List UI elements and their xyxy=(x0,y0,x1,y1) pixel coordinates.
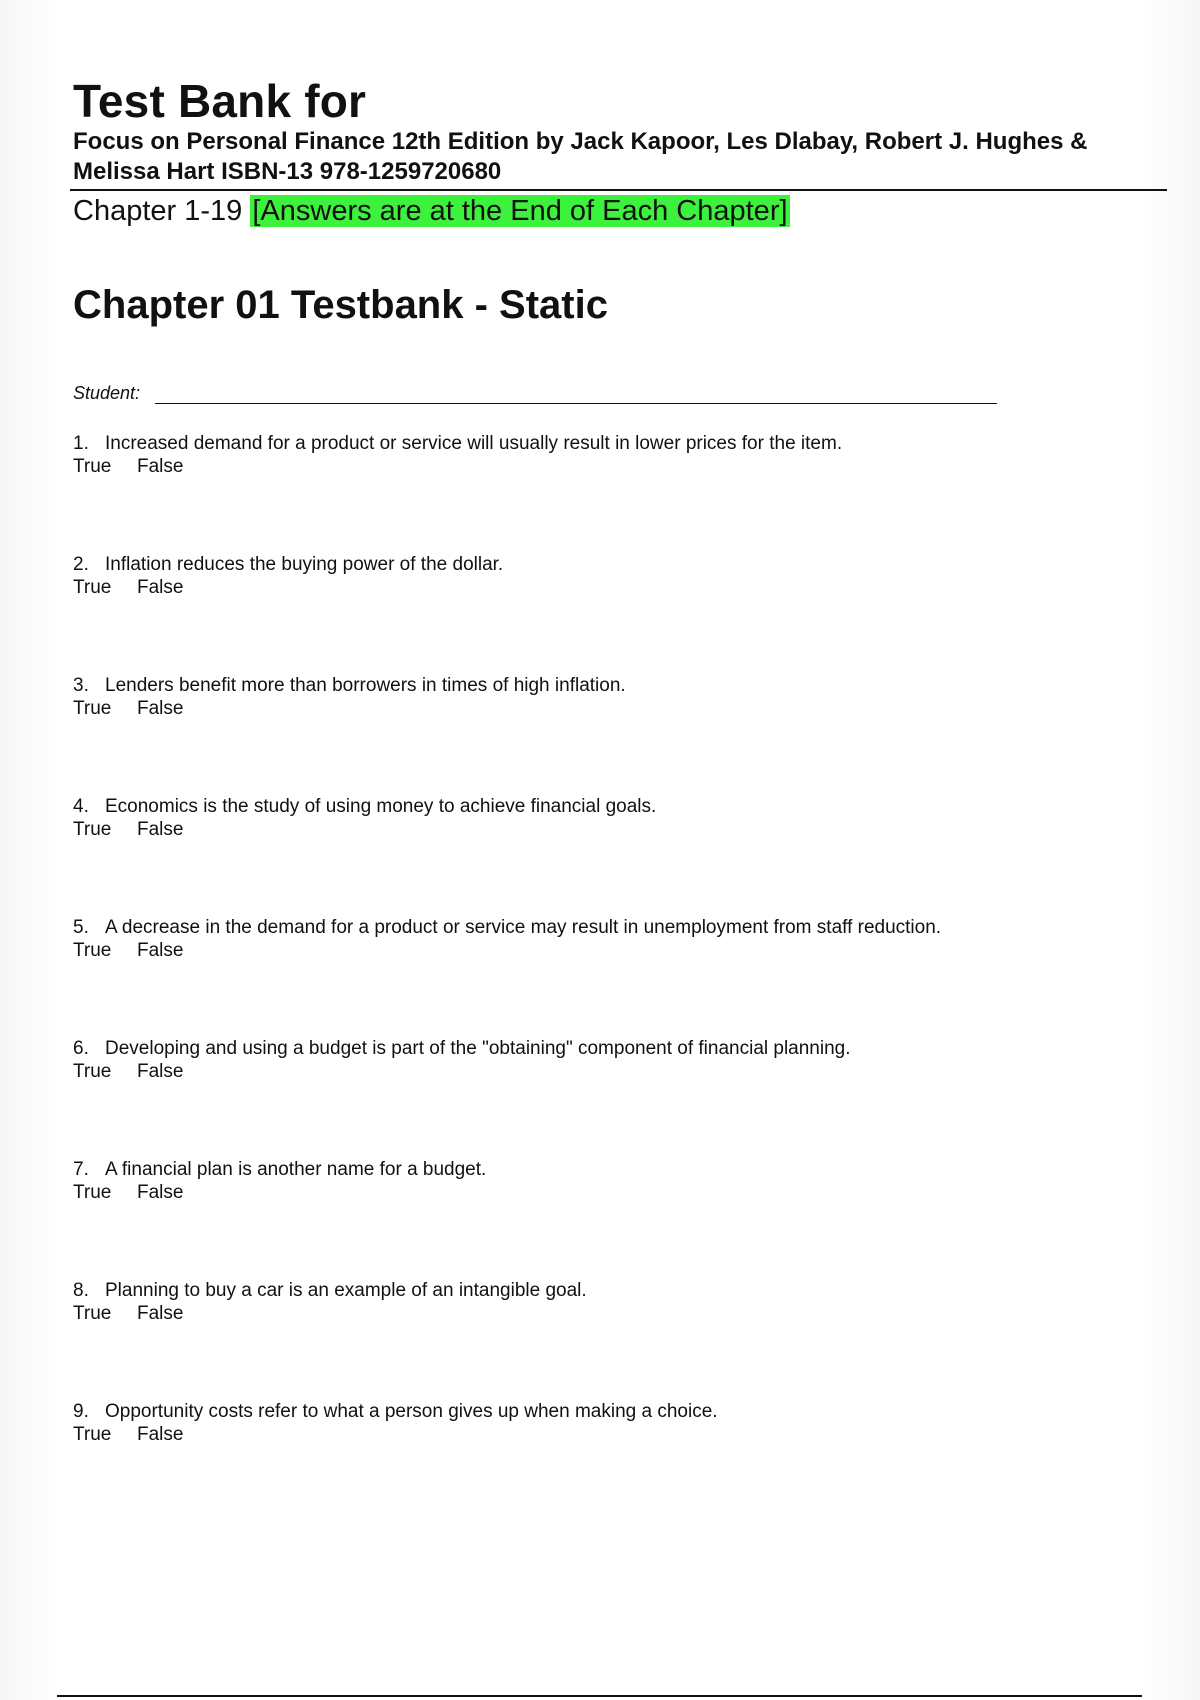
question-number: 2. xyxy=(73,554,89,575)
answer-options xyxy=(73,939,1133,962)
question-number: 6. xyxy=(73,1038,89,1059)
question-8 xyxy=(73,1279,1133,1325)
question-number: 4. xyxy=(73,796,89,817)
question-text xyxy=(73,916,1133,939)
option-false[interactable]: False xyxy=(137,1182,184,1203)
option-false[interactable]: False xyxy=(137,1303,184,1324)
answer-options xyxy=(73,455,1133,478)
student-name-field[interactable] xyxy=(73,381,997,405)
question-statement: A financial plan is another name for a budget. xyxy=(105,1159,487,1180)
option-true[interactable]: True xyxy=(73,577,112,598)
option-false[interactable]: False xyxy=(137,940,184,961)
chapter-range-line xyxy=(73,193,790,229)
option-true[interactable]: True xyxy=(73,698,112,719)
question-text xyxy=(73,1158,1133,1181)
option-false[interactable]: False xyxy=(137,698,184,719)
question-text xyxy=(73,1279,1133,1302)
chapter-range-label: Chapter 1-19 xyxy=(73,195,243,227)
option-false[interactable]: False xyxy=(137,456,184,477)
question-text xyxy=(73,1037,1133,1060)
question-text xyxy=(73,795,1133,818)
student-name-underline xyxy=(155,403,997,404)
option-true[interactable]: True xyxy=(73,456,112,477)
question-number: 1. xyxy=(73,433,89,454)
answer-options xyxy=(73,1060,1133,1083)
question-text xyxy=(73,553,1133,576)
answer-options xyxy=(73,1423,1133,1446)
footer-divider xyxy=(57,1695,1142,1697)
question-3 xyxy=(73,674,1133,720)
option-false[interactable]: False xyxy=(137,1424,184,1445)
question-6 xyxy=(73,1037,1133,1083)
question-number: 5. xyxy=(73,917,89,938)
option-true[interactable]: True xyxy=(73,940,112,961)
question-7 xyxy=(73,1158,1133,1204)
option-false[interactable]: False xyxy=(137,577,184,598)
question-9 xyxy=(73,1400,1133,1446)
option-false[interactable]: False xyxy=(137,819,184,840)
chapter-heading: Chapter 01 Testbank - Static xyxy=(73,283,608,327)
question-statement: Planning to buy a car is an example of an intangible goal. xyxy=(105,1280,587,1301)
question-2 xyxy=(73,553,1133,599)
document-title: Test Bank for xyxy=(73,75,367,127)
option-true[interactable]: True xyxy=(73,1303,112,1324)
question-number: 3. xyxy=(73,675,89,696)
question-statement: Increased demand for a product or service will usually result in lower prices for the item. xyxy=(105,433,843,454)
question-statement: Inflation reduces the buying power of the dollar. xyxy=(105,554,504,575)
question-statement: Opportunity costs refer to what a person gives up when making a choice. xyxy=(105,1401,718,1422)
question-number: 7. xyxy=(73,1159,89,1180)
document-subtitle: Focus on Personal Finance 12th Edition by Jack Kapoor, Les Dlabay, Robert J. Hughes & Melissa Hart ISBN-13 978-1259720680 xyxy=(73,128,1088,185)
question-text xyxy=(73,674,1133,697)
question-statement: Economics is the study of using money to achieve financial goals. xyxy=(105,796,657,817)
option-true[interactable]: True xyxy=(73,1061,112,1082)
header-divider xyxy=(70,189,1167,191)
question-5 xyxy=(73,916,1133,962)
option-true[interactable]: True xyxy=(73,1424,112,1445)
option-true[interactable]: True xyxy=(73,819,112,840)
question-4 xyxy=(73,795,1133,841)
question-number: 9. xyxy=(73,1401,89,1422)
answer-options xyxy=(73,1181,1133,1204)
question-number: 8. xyxy=(73,1280,89,1301)
answers-note-highlight: [Answers are at the End of Each Chapter] xyxy=(252,195,788,227)
answer-options xyxy=(73,576,1133,599)
answer-options xyxy=(73,1302,1133,1325)
answer-options xyxy=(73,818,1133,841)
question-1 xyxy=(73,432,1133,478)
question-statement: Developing and using a budget is part of the "obtaining" component of financial planning. xyxy=(105,1038,851,1059)
option-true[interactable]: True xyxy=(73,1182,112,1203)
question-text xyxy=(73,432,1133,455)
question-text xyxy=(73,1400,1133,1423)
question-statement: Lenders benefit more than borrowers in times of high inflation. xyxy=(105,675,626,696)
student-label: Student: xyxy=(73,383,141,403)
question-statement: A decrease in the demand for a product or service may result in unemployment from staff reduction. xyxy=(105,917,942,938)
answer-options xyxy=(73,697,1133,720)
option-false[interactable]: False xyxy=(137,1061,184,1082)
